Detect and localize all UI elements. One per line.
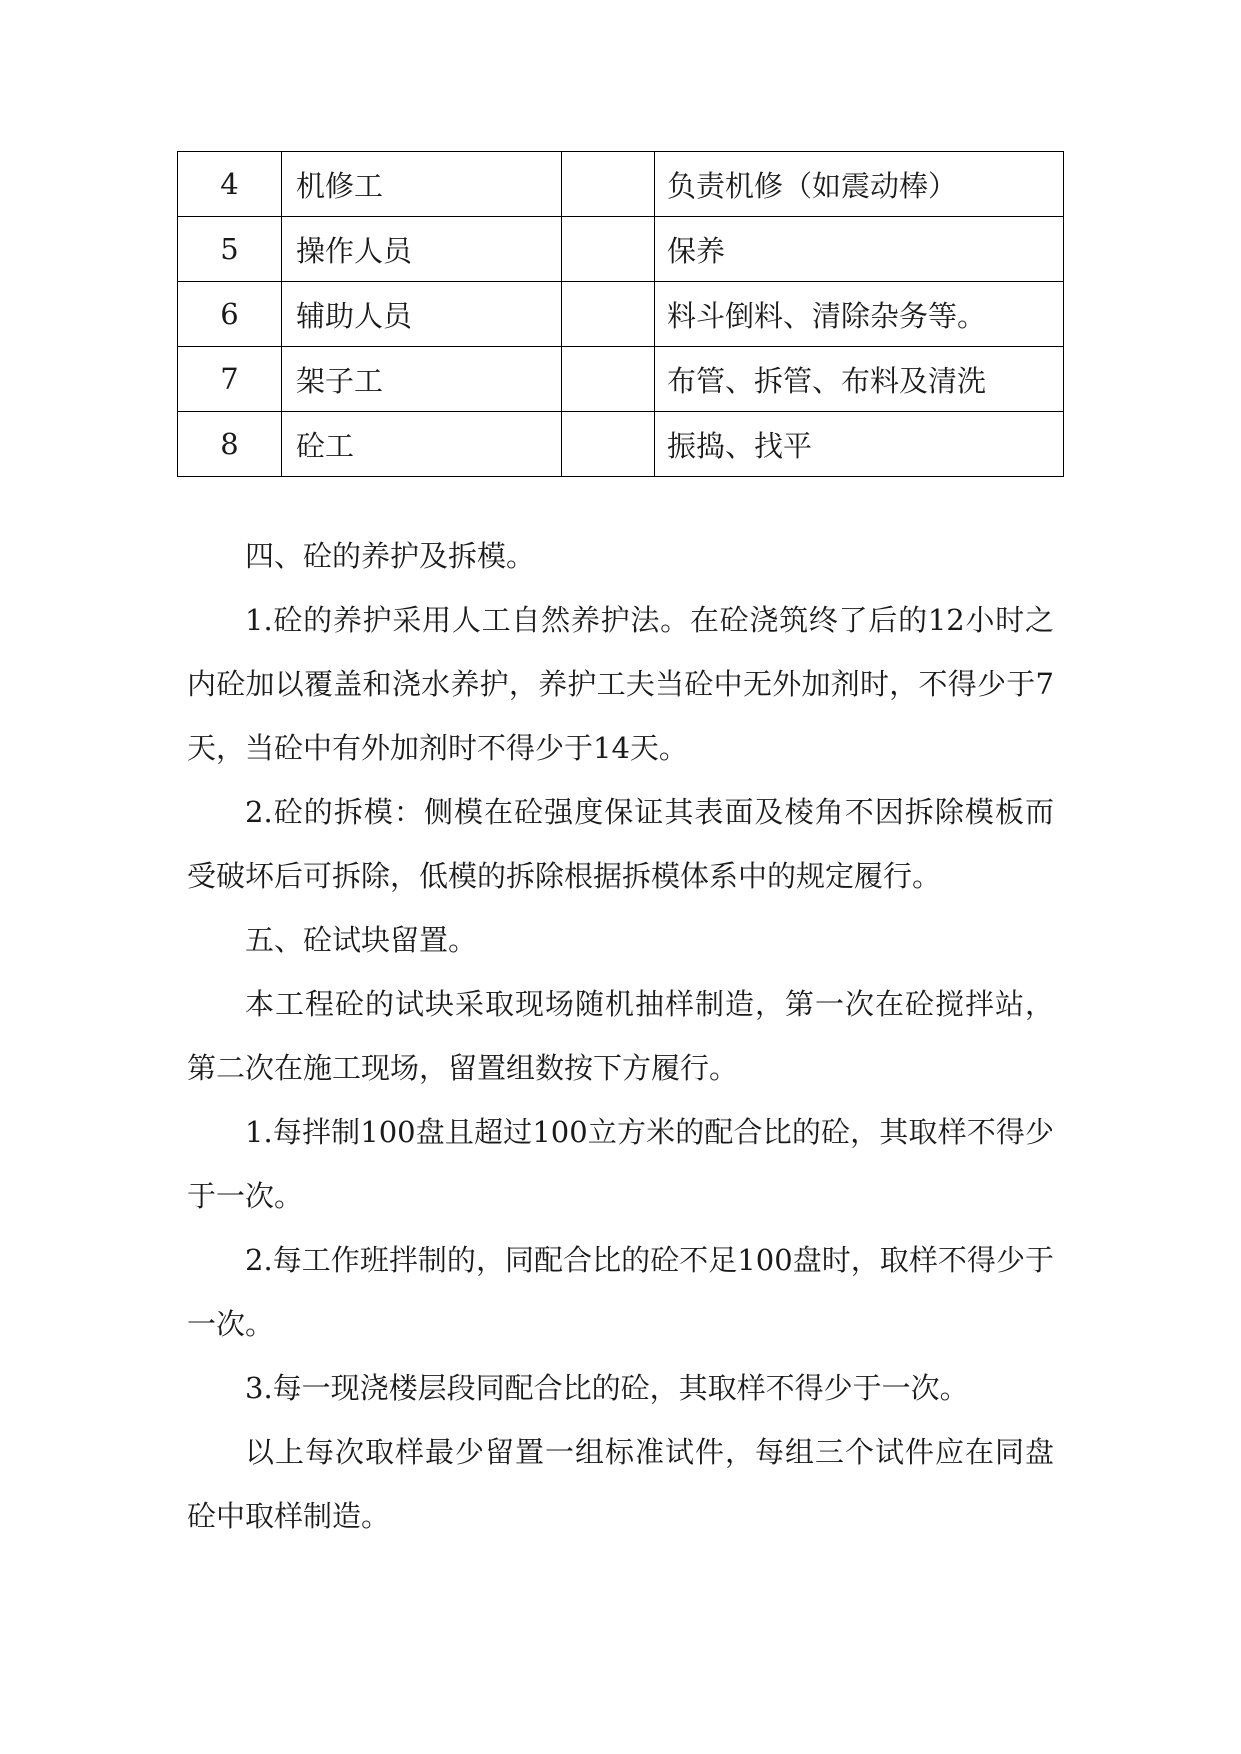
table-row: [178, 412, 1064, 477]
section-heading-test-blocks: 五、砼试块留置。: [245, 923, 478, 957]
row-number: 6: [178, 282, 282, 347]
sampling-rule-3: 3.每一现浇楼层段同配合比的砼，其取样不得少于一次。: [245, 1371, 969, 1405]
role-cell: 操作人员: [282, 217, 562, 282]
paragraph-curing-method: 1.砼的养护采用人工自然养护法。在砼浇筑终了后的12小时之内砼加以覆盖和浇水养护，养护工夫当砼中无外加剂时，不得少于7天，当砼中有外加剂时不得少于14天。: [187, 603, 1054, 765]
sampling-rule-1: 1.每拌制100盘且超过100立方米的配合比的砼，其取样不得少于一次。: [187, 1115, 1054, 1213]
table-row: [178, 347, 1064, 412]
row-number: 5: [178, 217, 282, 282]
quantity-cell: [562, 217, 655, 282]
row-number: 4: [178, 152, 282, 217]
sampling-rule-2: 2.每工作班拌制的，同配合比的砼不足100盘时，取样不得少于一次。: [187, 1243, 1054, 1341]
quantity-cell: [562, 347, 655, 412]
duty-cell: 负责机修（如震动棒）: [655, 152, 1064, 217]
role-cell: 机修工: [282, 152, 562, 217]
duty-cell: 料斗倒料、清除杂务等。: [655, 282, 1064, 347]
table-row: [178, 282, 1064, 347]
paragraph-conclusion: 以上每次取样最少留置一组标准试件，每组三个试件应在同盘砼中取样制造。: [187, 1435, 1054, 1533]
row-number: 7: [178, 347, 282, 412]
duty-cell: 保养: [655, 217, 1064, 282]
table-row: [178, 152, 1064, 217]
quantity-cell: [562, 412, 655, 477]
role-cell: 辅助人员: [282, 282, 562, 347]
quantity-cell: [562, 282, 655, 347]
duty-cell: 布管、拆管、布料及清洗: [655, 347, 1064, 412]
staff-table: [177, 151, 1064, 477]
paragraph-sampling-intro: 本工程砼的试块采取现场随机抽样制造，第一次在砼搅拌站，第二次在施工现场，留置组数按下方履行。: [187, 987, 1054, 1085]
table-row: [178, 217, 1064, 282]
section-heading-curing: 四、砼的养护及拆模。: [245, 539, 536, 573]
row-number: 8: [178, 412, 282, 477]
paragraph-formwork-removal: 2.砼的拆模：侧模在砼强度保证其表面及棱角不因拆除模板而受破坏后可拆除，低模的拆除根据拆模体系中的规定履行。: [187, 795, 1054, 893]
role-cell: 砼工: [282, 412, 562, 477]
duty-cell: 振捣、找平: [655, 412, 1064, 477]
quantity-cell: [562, 152, 655, 217]
role-cell: 架子工: [282, 347, 562, 412]
document-body: [187, 524, 1054, 1548]
